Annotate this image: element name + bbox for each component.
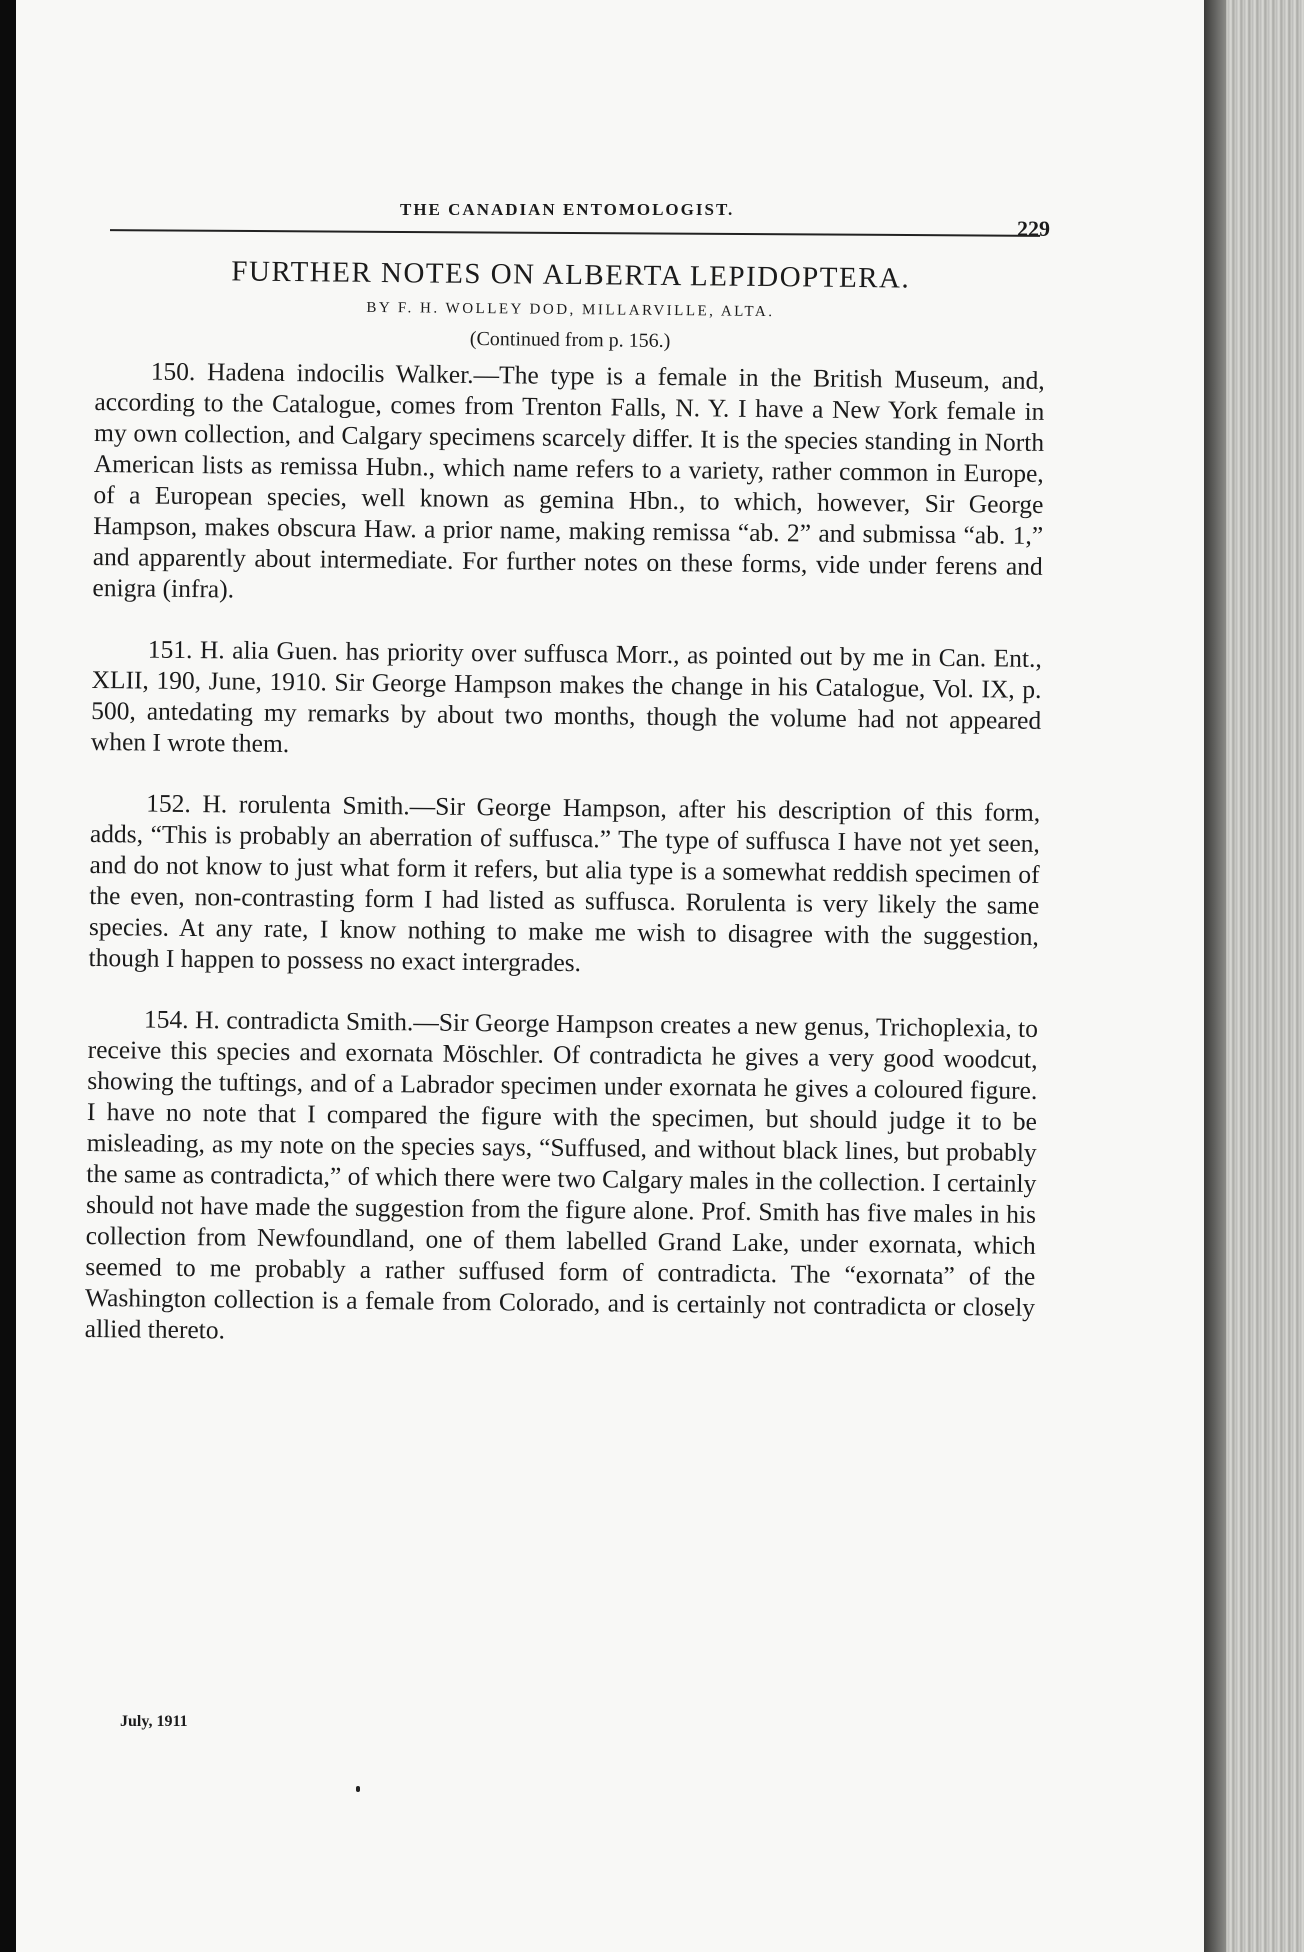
issue-date: July, 1911 bbox=[120, 1713, 188, 1730]
paragraph-152: 152. H. rorulenta Smith.—Sir George Hampson, after his description of this form, adds, “This is probably an aberration of suffusca.” The type of suffusca I have not yet seen, and do not know to just what form it refers, but alia type is a somewhat reddish specimen of the even, non-contrasting form I had listed as suffusca. Rorulenta is very likely the same species. At any rate, I know nothing to make me wish to disagree with the suggestion, though I happen to possess no exact intergrades. bbox=[88, 788, 1041, 978]
running-head: THE CANADIAN ENTOMOLOGIST. bbox=[400, 200, 735, 219]
page-stack-edges bbox=[1204, 0, 1304, 1952]
page-number: 229 bbox=[1017, 216, 1050, 241]
article-byline: BY F. H. WOLLEY DOD, MILLARVILLE, ALTA. bbox=[366, 299, 775, 321]
article-title: FURTHER NOTES ON ALBERTA LEPIDOPTERA. bbox=[231, 255, 911, 295]
article bbox=[85, 254, 1046, 1354]
book-binding-edge bbox=[0, 0, 16, 1952]
paragraph-151: 151. H. alia Guen. has priority over suffusca Morr., as pointed out by me in Can. Ent., XLII, 190, June, 1910. Sir George Hampson makes the change in his Catalogue, Vol. IX, p. 500, antedating my remarks by about two months, though the volume had not appeared when I wrote them. bbox=[90, 634, 1042, 759]
ink-speck bbox=[356, 1786, 360, 1792]
paragraph-154: 154. H. contradicta Smith.—Sir George Hampson creates a new genus, Trichoplexia, to receive this species and exornata Möschler. Of contradicta he gives a very good woodcut, showing the tuftings, and of a Labrador specimen under exornata he gives a coloured figure. I have no note that I compared the figure with the specimen, but should judge it to be misleading, as my note on the species says, “Suffused, and without black lines, but probably the same as contradicta,” of which there were two Calgary males in the collection. I certainly should not have made the suggestion from the figure alone. Prof. Smith has five males in his collection from Newfoundland, one of them labelled Grand Lake, under exornata, which seemed to me probably a rather suffused form of contradicta. The “exornata” of the Washington collection is a female from Colorado, and is certainly not contradicta or closely allied thereto. bbox=[84, 1004, 1039, 1345]
continued-note: (Continued from p. 156.) bbox=[469, 327, 671, 353]
paragraph-150: 150. Hadena indocilis Walker.—The type is a female in the British Museum, and, according to the Catalogue, comes from Trenton Falls, N. Y. I have a New York female in my own collection, and Calgary specimens scarcely differ. It is the species standing in North American lists as remissa Hubn., which name refers to a variety, rather common in Europe, of a European species, well known as gemina Hbn., to which, however, Sir George Hampson, makes obscura Haw. a prior name, making remissa “ab. 2” and submissa “ab. 1,” and apparently about intermediate. For further notes on these forms, vide under ferens and enigra (infra). bbox=[92, 356, 1045, 604]
